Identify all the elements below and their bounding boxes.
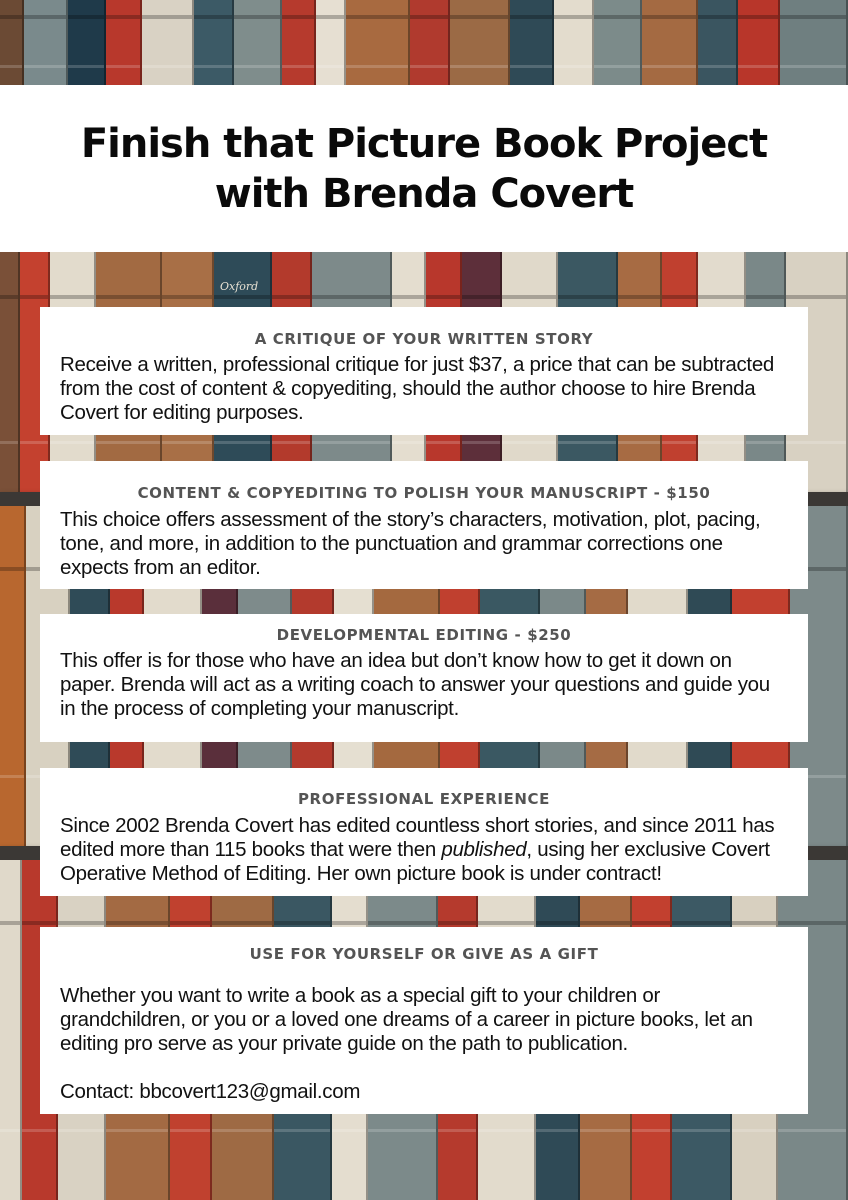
- copyediting-section: [40, 461, 808, 589]
- section-heading: DEVELOPMENTAL EDITING - $250: [276, 626, 572, 644]
- page-title-line-1: Finish that Picture Book Project: [80, 120, 768, 167]
- published-emphasis: published: [441, 838, 527, 861]
- contact-email: Contact: bbcovert123@gmail.com: [60, 1080, 361, 1103]
- section-heading: PROFESSIONAL EXPERIENCE: [297, 790, 551, 808]
- oxford-spine-label: Oxford: [220, 280, 259, 293]
- critique-section: [40, 307, 808, 435]
- section-heading: USE FOR YOURSELF OR GIVE AS A GIFT: [249, 945, 599, 963]
- developmental-editing-section: [40, 614, 808, 742]
- section-heading: CONTENT & COPYEDITING TO POLISH YOUR MANUSCRIPT - $150: [137, 484, 711, 502]
- body-text-start: Since 2002 Brenda Covert has edited countless short stories, and since 2011 has edited more than 115 books that were then: [60, 814, 775, 861]
- title-banner: [0, 85, 848, 252]
- book-spines-row-top: [0, 0, 848, 85]
- experience-section: [40, 768, 808, 896]
- page-title-line-2: with Brenda Covert: [214, 170, 634, 217]
- body-text-end: , using her exclusive Covert Operative Method of Editing. Her own picture book is under contract!: [60, 838, 770, 885]
- section-body: [60, 814, 788, 886]
- section-body: This offer is for those who have an idea but don’t know how to get it down on paper. Brenda will act as a writing coach to answer your questions and guide you in the process of completing your manuscript.: [60, 649, 770, 720]
- gift-section: [40, 927, 808, 1114]
- section-body: Whether you want to write a book as a special gift to your children or grandchildren, or you or a loved one dreams of a career in picture books, let an editing pro serve as your private guide on the path to publication.: [60, 984, 753, 1055]
- section-heading: A CRITIQUE OF YOUR WRITTEN STORY: [254, 330, 594, 348]
- section-body: This choice offers assessment of the story’s characters, motivation, plot, pacing, tone, and more, in addition to the punctuation and grammar corrections one expects from an editor.: [60, 508, 761, 579]
- section-body: Receive a written, professional critique for just $37, a price that can be subtracted from the cost of content & copyediting, should the author choose to hire Brenda Covert for editing purposes.: [60, 353, 775, 424]
